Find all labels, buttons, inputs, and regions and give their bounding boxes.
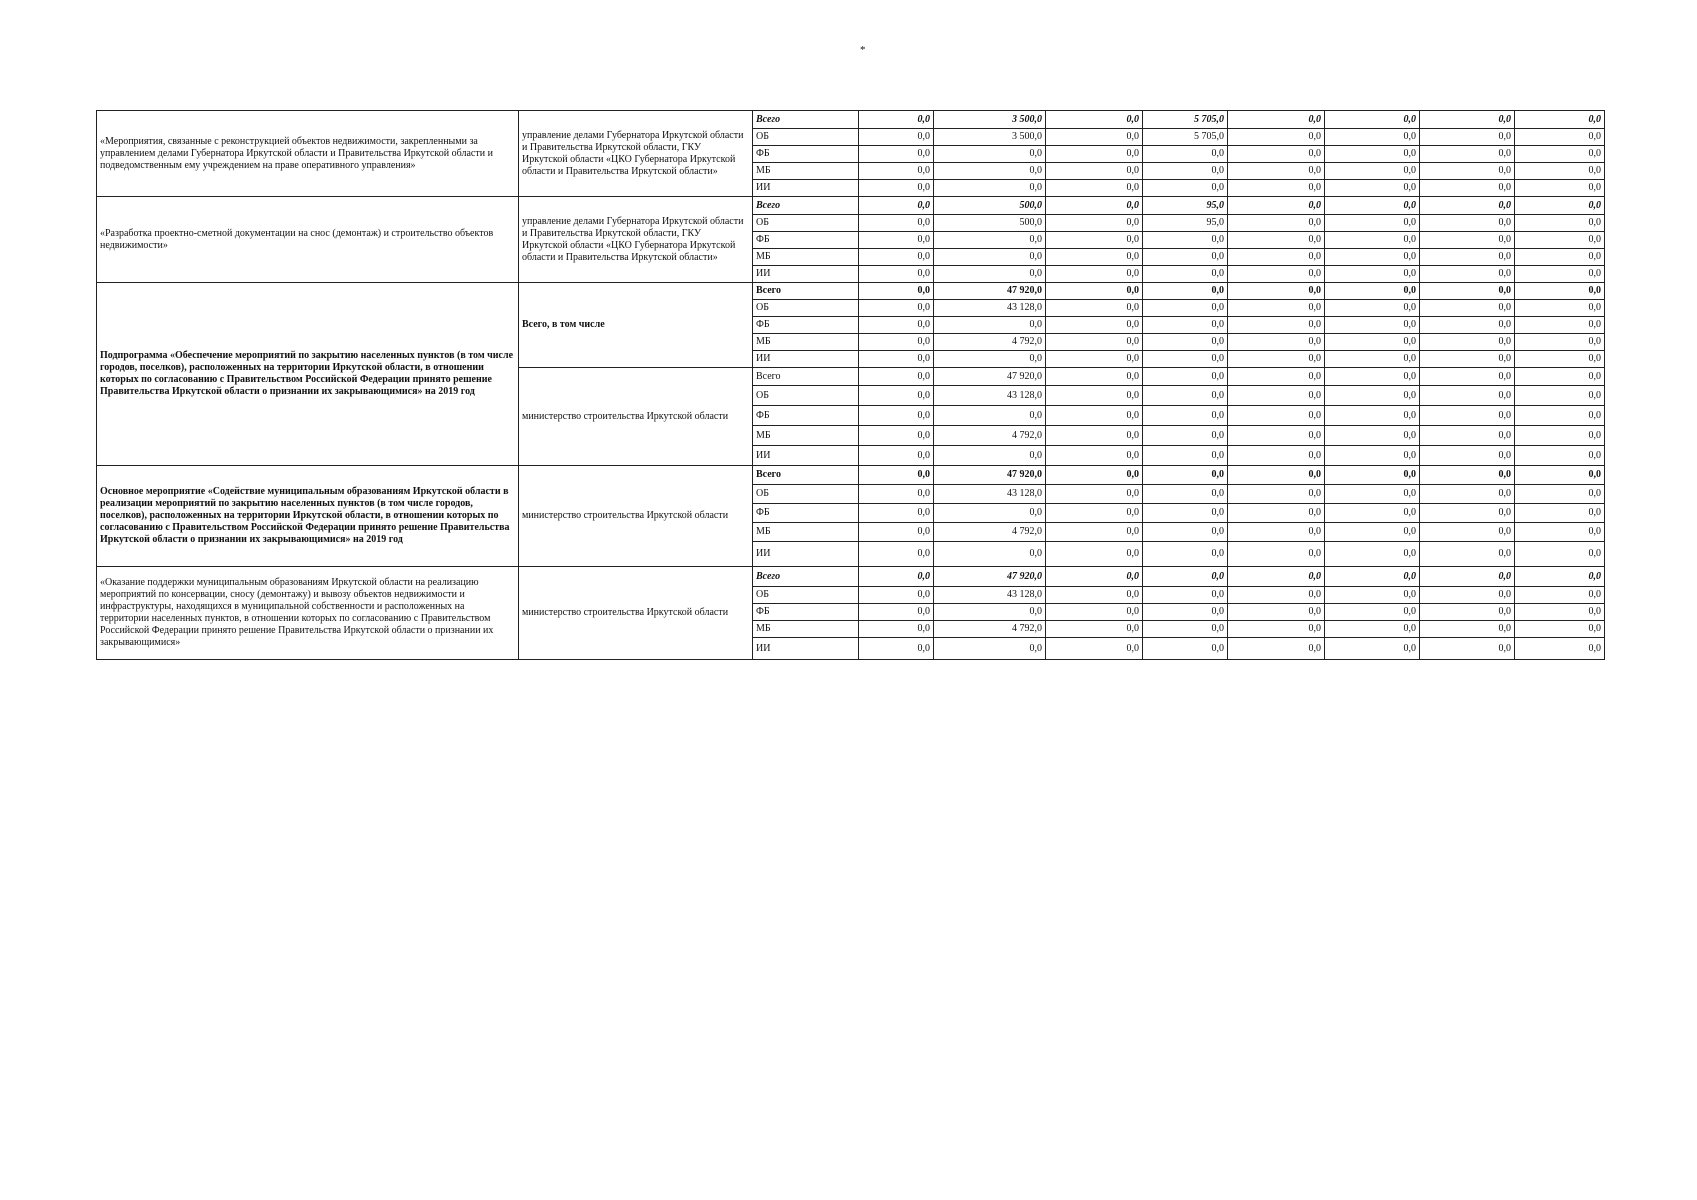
- responsible-executor: управление делами Губернатора Иркутской области и Правительства Иркутской области, ГКУ Иркутской области «ЦКО Губернатора Иркутской области и Правительства Иркутской области»: [519, 197, 753, 283]
- funding-source: МБ: [753, 334, 859, 351]
- amount-cell: 0,0: [1515, 232, 1605, 249]
- amount-cell: 0,0: [859, 406, 934, 426]
- amount-cell: 0,0: [1143, 504, 1228, 523]
- amount-cell: 0,0: [1143, 406, 1228, 426]
- amount-cell: 0,0: [859, 317, 934, 334]
- activity-description: «Разработка проектно-сметной документации на снос (демонтаж) и строительство объектов недвижимости»: [97, 197, 519, 283]
- amount-cell: 0,0: [1515, 504, 1605, 523]
- amount-cell: 0,0: [1143, 485, 1228, 504]
- amount-cell: 0,0: [1046, 587, 1143, 604]
- amount-cell: 0,0: [1325, 283, 1420, 300]
- amount-cell: 0,0: [1515, 604, 1605, 621]
- amount-cell: 0,0: [1420, 283, 1515, 300]
- amount-cell: 0,0: [1325, 249, 1420, 266]
- amount-cell: 0,0: [1515, 215, 1605, 232]
- funding-source: Всего: [753, 466, 859, 485]
- amount-cell: 0,0: [1228, 232, 1325, 249]
- amount-cell: 0,0: [934, 180, 1046, 197]
- amount-cell: 0,0: [1228, 386, 1325, 406]
- amount-cell: 0,0: [1046, 567, 1143, 587]
- amount-cell: 0,0: [1420, 523, 1515, 542]
- amount-cell: 0,0: [1046, 638, 1143, 660]
- amount-cell: 0,0: [1420, 587, 1515, 604]
- amount-cell: 0,0: [1046, 266, 1143, 283]
- amount-cell: 0,0: [1420, 197, 1515, 215]
- amount-cell: 0,0: [1325, 621, 1420, 638]
- amount-cell: 0,0: [1420, 249, 1515, 266]
- table-row: [97, 111, 1605, 129]
- amount-cell: 0,0: [1325, 504, 1420, 523]
- amount-cell: 0,0: [1143, 266, 1228, 283]
- amount-cell: 0,0: [1325, 386, 1420, 406]
- amount-cell: 0,0: [1046, 542, 1143, 567]
- activity-description: «Мероприятия, связанные с реконструкцией объектов недвижимости, закрепленными за управлением делами Губернатора Иркутской области и Правительства Иркутской области и подведомственным ему учреждением на праве оперативного управления»: [97, 111, 519, 197]
- amount-cell: 0,0: [934, 638, 1046, 660]
- amount-cell: 0,0: [1228, 567, 1325, 587]
- amount-cell: 0,0: [1515, 180, 1605, 197]
- amount-cell: 0,0: [1515, 111, 1605, 129]
- amount-cell: 0,0: [1515, 466, 1605, 485]
- funding-source: Всего: [753, 368, 859, 386]
- amount-cell: 0,0: [1143, 523, 1228, 542]
- amount-cell: 0,0: [1420, 266, 1515, 283]
- amount-cell: 0,0: [1515, 446, 1605, 466]
- amount-cell: 0,0: [1515, 386, 1605, 406]
- amount-cell: 0,0: [1515, 406, 1605, 426]
- amount-cell: 0,0: [1325, 426, 1420, 446]
- amount-cell: 0,0: [1046, 386, 1143, 406]
- amount-cell: 0,0: [1515, 567, 1605, 587]
- table-row: [97, 567, 1605, 587]
- amount-cell: 0,0: [1046, 446, 1143, 466]
- funding-source: МБ: [753, 523, 859, 542]
- amount-cell: 0,0: [1515, 129, 1605, 146]
- amount-cell: 5 705,0: [1143, 111, 1228, 129]
- amount-cell: 0,0: [1046, 368, 1143, 386]
- amount-cell: 0,0: [1325, 180, 1420, 197]
- amount-cell: 47 920,0: [934, 368, 1046, 386]
- amount-cell: 0,0: [1228, 542, 1325, 567]
- amount-cell: 0,0: [859, 197, 934, 215]
- amount-cell: 0,0: [1046, 466, 1143, 485]
- amount-cell: 0,0: [934, 266, 1046, 283]
- amount-cell: 0,0: [1228, 180, 1325, 197]
- amount-cell: 0,0: [1046, 232, 1143, 249]
- amount-cell: 500,0: [934, 215, 1046, 232]
- amount-cell: 0,0: [1143, 604, 1228, 621]
- amount-cell: 0,0: [1046, 621, 1143, 638]
- funding-source: МБ: [753, 621, 859, 638]
- amount-cell: 0,0: [1046, 334, 1143, 351]
- amount-cell: 0,0: [1515, 542, 1605, 567]
- amount-cell: 0,0: [1325, 111, 1420, 129]
- amount-cell: 0,0: [859, 129, 934, 146]
- amount-cell: 0,0: [1515, 300, 1605, 317]
- amount-cell: 0,0: [1420, 111, 1515, 129]
- amount-cell: 0,0: [1420, 426, 1515, 446]
- amount-cell: 0,0: [1420, 604, 1515, 621]
- amount-cell: 0,0: [1228, 317, 1325, 334]
- amount-cell: 0,0: [859, 283, 934, 300]
- amount-cell: 0,0: [1420, 215, 1515, 232]
- amount-cell: 0,0: [1515, 249, 1605, 266]
- amount-cell: 4 792,0: [934, 621, 1046, 638]
- amount-cell: 0,0: [859, 163, 934, 180]
- amount-cell: 0,0: [1046, 197, 1143, 215]
- amount-cell: 0,0: [934, 146, 1046, 163]
- amount-cell: 0,0: [1143, 466, 1228, 485]
- amount-cell: 0,0: [1325, 317, 1420, 334]
- amount-cell: 0,0: [934, 232, 1046, 249]
- amount-cell: 0,0: [1420, 542, 1515, 567]
- amount-cell: 0,0: [1420, 368, 1515, 386]
- amount-cell: 0,0: [1420, 466, 1515, 485]
- funding-source: ОБ: [753, 485, 859, 504]
- amount-cell: 0,0: [934, 317, 1046, 334]
- amount-cell: 0,0: [1515, 351, 1605, 368]
- amount-cell: 0,0: [1420, 504, 1515, 523]
- amount-cell: 0,0: [1228, 266, 1325, 283]
- amount-cell: 0,0: [859, 266, 934, 283]
- amount-cell: 0,0: [1228, 163, 1325, 180]
- amount-cell: 0,0: [1046, 406, 1143, 426]
- activity-description: Подпрограмма «Обеспечение мероприятий по закрытию населенных пунктов (в том числе городов, поселков), расположенных на территории Иркутской области, в отношении которых по согласованию с Правительством Российской Федерации принято решение Правительства Иркутской области о признании их закрывающимися» на 2019 год: [97, 283, 519, 466]
- amount-cell: 0,0: [1515, 587, 1605, 604]
- amount-cell: 3 500,0: [934, 111, 1046, 129]
- amount-cell: 0,0: [859, 523, 934, 542]
- amount-cell: 0,0: [1228, 146, 1325, 163]
- funding-source: ФБ: [753, 232, 859, 249]
- amount-cell: 0,0: [1515, 163, 1605, 180]
- table-row: [97, 197, 1605, 215]
- amount-cell: 0,0: [1325, 587, 1420, 604]
- funding-source: ИИ: [753, 638, 859, 660]
- funding-source: Всего: [753, 111, 859, 129]
- amount-cell: 0,0: [1515, 197, 1605, 215]
- amount-cell: 95,0: [1143, 197, 1228, 215]
- funding-source: ОБ: [753, 587, 859, 604]
- amount-cell: 43 128,0: [934, 587, 1046, 604]
- amount-cell: 0,0: [1143, 146, 1228, 163]
- amount-cell: 0,0: [1228, 587, 1325, 604]
- amount-cell: 0,0: [1228, 426, 1325, 446]
- amount-cell: 0,0: [1228, 504, 1325, 523]
- amount-cell: 0,0: [1325, 300, 1420, 317]
- amount-cell: 0,0: [1228, 406, 1325, 426]
- amount-cell: 0,0: [1143, 542, 1228, 567]
- amount-cell: 0,0: [859, 300, 934, 317]
- table-row: [97, 283, 1605, 300]
- funding-source: ИИ: [753, 542, 859, 567]
- amount-cell: 0,0: [1143, 567, 1228, 587]
- amount-cell: 0,0: [1420, 129, 1515, 146]
- amount-cell: 0,0: [1143, 351, 1228, 368]
- amount-cell: 0,0: [1325, 129, 1420, 146]
- amount-cell: 0,0: [859, 466, 934, 485]
- amount-cell: 0,0: [1046, 300, 1143, 317]
- amount-cell: 47 920,0: [934, 466, 1046, 485]
- amount-cell: 0,0: [1143, 386, 1228, 406]
- funding-source: ОБ: [753, 215, 859, 232]
- amount-cell: 0,0: [1228, 283, 1325, 300]
- amount-cell: 0,0: [1228, 368, 1325, 386]
- amount-cell: 43 128,0: [934, 300, 1046, 317]
- amount-cell: 0,0: [1325, 406, 1420, 426]
- page-mark: *: [860, 44, 866, 56]
- amount-cell: 0,0: [1046, 146, 1143, 163]
- amount-cell: 0,0: [859, 351, 934, 368]
- amount-cell: 0,0: [859, 249, 934, 266]
- responsible-executor: министерство строительства Иркутской области: [519, 466, 753, 567]
- amount-cell: 0,0: [1143, 587, 1228, 604]
- funding-source: Всего: [753, 197, 859, 215]
- amount-cell: 0,0: [1228, 197, 1325, 215]
- amount-cell: 0,0: [1046, 426, 1143, 446]
- amount-cell: 4 792,0: [934, 334, 1046, 351]
- amount-cell: 0,0: [1228, 215, 1325, 232]
- amount-cell: 0,0: [1325, 351, 1420, 368]
- amount-cell: 0,0: [1143, 317, 1228, 334]
- amount-cell: 0,0: [859, 368, 934, 386]
- amount-cell: 0,0: [1046, 129, 1143, 146]
- amount-cell: 0,0: [1515, 485, 1605, 504]
- amount-cell: 0,0: [1515, 523, 1605, 542]
- amount-cell: 0,0: [1143, 300, 1228, 317]
- amount-cell: 0,0: [1325, 232, 1420, 249]
- amount-cell: 0,0: [1228, 334, 1325, 351]
- amount-cell: 0,0: [1515, 426, 1605, 446]
- amount-cell: 0,0: [1325, 567, 1420, 587]
- amount-cell: 0,0: [1325, 197, 1420, 215]
- amount-cell: 0,0: [1228, 621, 1325, 638]
- funding-source: Всего: [753, 283, 859, 300]
- amount-cell: 0,0: [1143, 446, 1228, 466]
- amount-cell: 0,0: [934, 249, 1046, 266]
- amount-cell: 0,0: [1228, 129, 1325, 146]
- amount-cell: 3 500,0: [934, 129, 1046, 146]
- funding-source: ФБ: [753, 604, 859, 621]
- amount-cell: 0,0: [859, 604, 934, 621]
- amount-cell: 0,0: [859, 638, 934, 660]
- amount-cell: 0,0: [859, 542, 934, 567]
- amount-cell: 0,0: [1325, 163, 1420, 180]
- amount-cell: 0,0: [1325, 215, 1420, 232]
- amount-cell: 0,0: [934, 351, 1046, 368]
- amount-cell: 0,0: [859, 621, 934, 638]
- funding-source: ФБ: [753, 317, 859, 334]
- funding-source: МБ: [753, 426, 859, 446]
- responsible-executor: управление делами Губернатора Иркутской области и Правительства Иркутской области, ГКУ Иркутской области «ЦКО Губернатора Иркутской области и Правительства Иркутской области»: [519, 111, 753, 197]
- amount-cell: 0,0: [1420, 334, 1515, 351]
- amount-cell: 0,0: [1325, 523, 1420, 542]
- amount-cell: 0,0: [1420, 567, 1515, 587]
- amount-cell: 0,0: [1046, 249, 1143, 266]
- amount-cell: 0,0: [859, 111, 934, 129]
- amount-cell: 0,0: [1420, 621, 1515, 638]
- amount-cell: 0,0: [859, 426, 934, 446]
- amount-cell: 0,0: [1325, 146, 1420, 163]
- funding-source: ИИ: [753, 446, 859, 466]
- amount-cell: 0,0: [1325, 604, 1420, 621]
- amount-cell: 0,0: [1420, 146, 1515, 163]
- amount-cell: 0,0: [1325, 446, 1420, 466]
- budget-table-body: [97, 111, 1605, 660]
- amount-cell: 0,0: [1046, 351, 1143, 368]
- amount-cell: 0,0: [934, 604, 1046, 621]
- amount-cell: 4 792,0: [934, 523, 1046, 542]
- amount-cell: 0,0: [1143, 638, 1228, 660]
- funding-source: МБ: [753, 249, 859, 266]
- amount-cell: 47 920,0: [934, 567, 1046, 587]
- amount-cell: 0,0: [1325, 466, 1420, 485]
- amount-cell: 0,0: [1046, 317, 1143, 334]
- amount-cell: 0,0: [859, 446, 934, 466]
- amount-cell: 0,0: [859, 567, 934, 587]
- funding-source: ФБ: [753, 406, 859, 426]
- funding-source: ИИ: [753, 351, 859, 368]
- amount-cell: 0,0: [1420, 232, 1515, 249]
- amount-cell: 0,0: [859, 215, 934, 232]
- amount-cell: 0,0: [859, 386, 934, 406]
- amount-cell: 0,0: [1420, 317, 1515, 334]
- amount-cell: 4 792,0: [934, 426, 1046, 446]
- responsible-executor: Всего, в том числе: [519, 283, 753, 368]
- amount-cell: 0,0: [859, 146, 934, 163]
- amount-cell: 0,0: [934, 504, 1046, 523]
- amount-cell: 0,0: [1325, 334, 1420, 351]
- amount-cell: 0,0: [1046, 180, 1143, 197]
- amount-cell: 0,0: [934, 542, 1046, 567]
- amount-cell: 0,0: [1420, 180, 1515, 197]
- funding-source: ОБ: [753, 300, 859, 317]
- amount-cell: 0,0: [1325, 368, 1420, 386]
- responsible-executor: министерство строительства Иркутской области: [519, 567, 753, 660]
- funding-source: Всего: [753, 567, 859, 587]
- amount-cell: 0,0: [859, 587, 934, 604]
- amount-cell: 0,0: [1420, 351, 1515, 368]
- responsible-executor: министерство строительства Иркутской области: [519, 368, 753, 466]
- amount-cell: 0,0: [1420, 386, 1515, 406]
- amount-cell: 0,0: [1046, 283, 1143, 300]
- amount-cell: 0,0: [859, 485, 934, 504]
- amount-cell: 0,0: [1046, 604, 1143, 621]
- amount-cell: 0,0: [1420, 485, 1515, 504]
- amount-cell: 0,0: [1515, 317, 1605, 334]
- amount-cell: 0,0: [1228, 446, 1325, 466]
- budget-table: [96, 110, 1605, 660]
- amount-cell: 0,0: [859, 334, 934, 351]
- amount-cell: 0,0: [1420, 446, 1515, 466]
- amount-cell: 0,0: [1143, 180, 1228, 197]
- amount-cell: 0,0: [1228, 466, 1325, 485]
- amount-cell: 0,0: [1228, 485, 1325, 504]
- amount-cell: 0,0: [1143, 249, 1228, 266]
- table-row: [97, 466, 1605, 485]
- amount-cell: 0,0: [1325, 638, 1420, 660]
- amount-cell: 0,0: [1046, 523, 1143, 542]
- amount-cell: 0,0: [1046, 485, 1143, 504]
- amount-cell: 0,0: [1515, 283, 1605, 300]
- amount-cell: 0,0: [1143, 426, 1228, 446]
- amount-cell: 0,0: [1420, 406, 1515, 426]
- amount-cell: 43 128,0: [934, 485, 1046, 504]
- amount-cell: 0,0: [859, 232, 934, 249]
- activity-description: «Оказание поддержки муниципальным образованиям Иркутской области на реализацию мероприятий по консервации, сносу (демонтажу) и вывозу объектов недвижимости и инфраструктуры, находящихся в муниципальной собственности и расположенных на территории населенных пунктов, в отношении которых по согласованию с Правительством Российской Федерации принято решение Правительства Иркутской области о признании их закрывающимися»: [97, 567, 519, 660]
- funding-source: ОБ: [753, 129, 859, 146]
- amount-cell: 0,0: [1046, 504, 1143, 523]
- amount-cell: 0,0: [1325, 542, 1420, 567]
- amount-cell: 0,0: [1228, 351, 1325, 368]
- amount-cell: 0,0: [934, 406, 1046, 426]
- amount-cell: 0,0: [1325, 266, 1420, 283]
- amount-cell: 0,0: [1228, 300, 1325, 317]
- funding-source: МБ: [753, 163, 859, 180]
- amount-cell: 0,0: [1046, 215, 1143, 232]
- amount-cell: 0,0: [1515, 146, 1605, 163]
- amount-cell: 0,0: [1515, 638, 1605, 660]
- amount-cell: 0,0: [1046, 163, 1143, 180]
- funding-source: ИИ: [753, 180, 859, 197]
- amount-cell: 0,0: [1143, 368, 1228, 386]
- amount-cell: 0,0: [1420, 163, 1515, 180]
- activity-description: Основное мероприятие «Содействие муниципальным образованиям Иркутской области в реализации мероприятий по закрытию населенных пунктов (в том числе городов, поселков), расположенных на территории Иркутской области, в отношении которых по согласованию с Правительством Российской Федерации принято решение Правительства Иркутской области о признании их закрывающимися» на 2019 год: [97, 466, 519, 567]
- amount-cell: 0,0: [1228, 604, 1325, 621]
- amount-cell: 0,0: [1143, 621, 1228, 638]
- amount-cell: 0,0: [1515, 334, 1605, 351]
- amount-cell: 0,0: [1143, 334, 1228, 351]
- funding-source: ОБ: [753, 386, 859, 406]
- funding-source: ИИ: [753, 266, 859, 283]
- funding-source: ФБ: [753, 504, 859, 523]
- amount-cell: 43 128,0: [934, 386, 1046, 406]
- funding-source: ФБ: [753, 146, 859, 163]
- amount-cell: 0,0: [859, 504, 934, 523]
- amount-cell: 0,0: [1420, 638, 1515, 660]
- amount-cell: 0,0: [859, 180, 934, 197]
- amount-cell: 0,0: [1143, 232, 1228, 249]
- amount-cell: 0,0: [1228, 111, 1325, 129]
- amount-cell: 0,0: [1228, 249, 1325, 266]
- amount-cell: 0,0: [1420, 300, 1515, 317]
- amount-cell: 0,0: [1325, 485, 1420, 504]
- amount-cell: 0,0: [1143, 163, 1228, 180]
- amount-cell: 0,0: [1515, 266, 1605, 283]
- amount-cell: 95,0: [1143, 215, 1228, 232]
- amount-cell: 0,0: [1228, 523, 1325, 542]
- amount-cell: 0,0: [1046, 111, 1143, 129]
- amount-cell: 47 920,0: [934, 283, 1046, 300]
- amount-cell: 0,0: [1515, 621, 1605, 638]
- amount-cell: 0,0: [1515, 368, 1605, 386]
- amount-cell: 0,0: [1143, 283, 1228, 300]
- amount-cell: 0,0: [1228, 638, 1325, 660]
- amount-cell: 0,0: [934, 446, 1046, 466]
- amount-cell: 5 705,0: [1143, 129, 1228, 146]
- amount-cell: 0,0: [934, 163, 1046, 180]
- amount-cell: 500,0: [934, 197, 1046, 215]
